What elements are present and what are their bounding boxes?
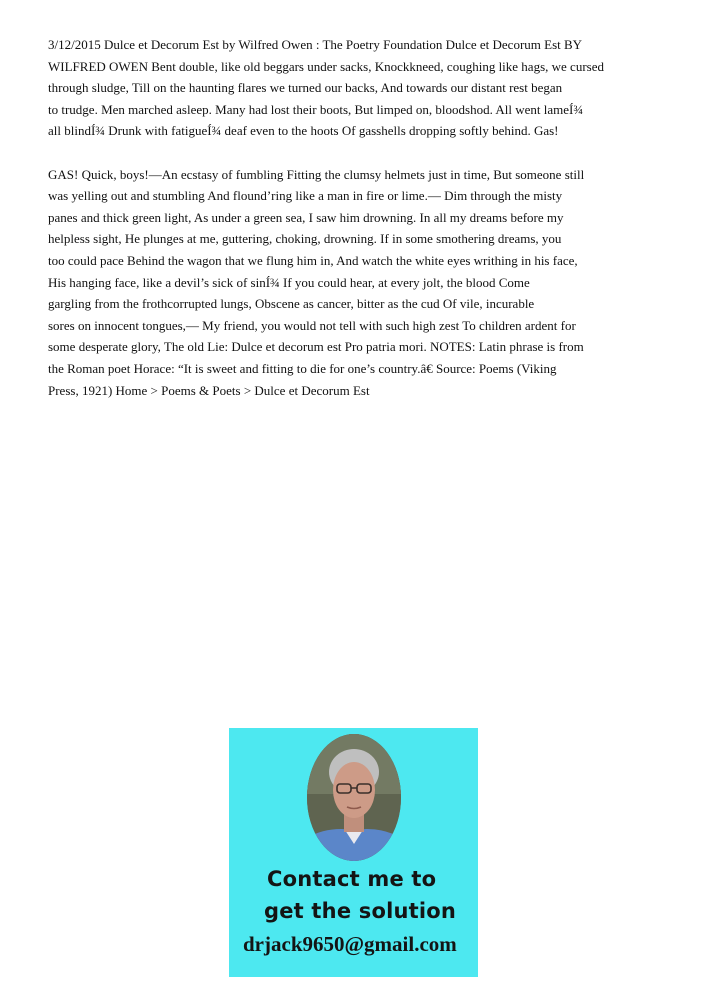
text-line: helpless sight, He plunges at me, guttering, choking, drowning. If in some smothering dreams, you [48, 231, 562, 247]
text-line: 3/12/2015 Dulce et Decorum Est by Wilfred Owen : The Poetry Foundation Dulce et Decorum Est BY [48, 37, 583, 52]
text-line: Press, 1921) Home > Poems & Poets > Dulce et Decorum Est [48, 382, 370, 398]
text-line: His hanging face, like a devil’s sick of sinÍ¾ If you could hear, at every jolt, the blood Come [48, 274, 530, 290]
text-line: all blindÍ¾ Drunk with fatigueÍ¾ deaf even to the hoots Of gasshells dropping softly behind. Gas! [48, 123, 559, 139]
text-line: through sludge, Till on the haunting flares we turned our backs, And towards our distant rest began [48, 80, 563, 96]
text-line: some desperate glory, The old Lie: Dulce et decorum est Pro patria mori. NOTES: Latin phrase is from [48, 339, 584, 355]
text-line: gargling from the frothcorrupted lungs, Obscene as cancer, bitter as the cud Of vile, incurable [48, 296, 535, 312]
text-line: GAS! Quick, boys!—An ecstasy of fumbling Fitting the clumsy helmets just in time, But someone still [48, 166, 585, 182]
text-line: WILFRED OWEN Bent double, like old beggars under sacks, Knockkneed, coughing like hags, we cursed [48, 58, 604, 74]
contact-ad-banner[interactable] [229, 728, 478, 977]
ad-headline-line-1: Contact me to [267, 867, 437, 891]
document-body [48, 34, 668, 401]
text-line: was yelling out and stumbling And flound’ring like a man in fire or lime.— Dim through the misty [48, 188, 563, 204]
text-line: too could pace Behind the wagon that we flung him in, And watch the white eyes writhing in his face, [48, 252, 578, 268]
text-line: sores on innocent tongues,— My friend, you would not tell with such high zest To children ardent for [48, 317, 576, 333]
paragraph-2 [48, 164, 668, 402]
contact-email-link[interactable]: drjack9650@gmail.com [243, 932, 457, 956]
paragraph-1 [48, 34, 668, 142]
text-line: panes and thick green light, As under a green sea, I saw him drowning. In all my dreams before my [48, 209, 564, 225]
text-line: the Roman poet Horace: “It is sweet and fitting to die for one’s country.â€ Source: Poems (Viking [48, 360, 557, 376]
man-portrait-icon [307, 734, 401, 861]
ad-headline-line-2: get the solution [264, 899, 457, 923]
text-line: to trudge. Men marched asleep. Many had lost their boots, But limped on, bloodshod. All went lameÍ¾ [48, 101, 584, 117]
